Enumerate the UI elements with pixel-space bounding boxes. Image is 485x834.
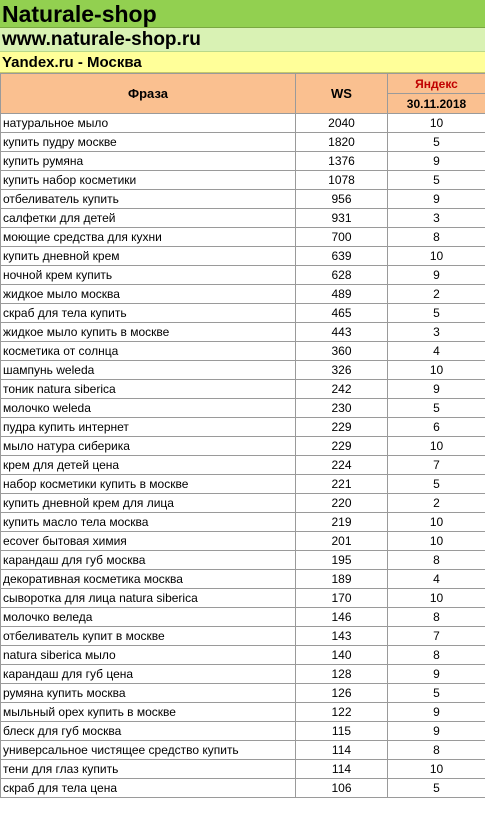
position-cell: 9 (388, 665, 485, 684)
position-cell: 5 (388, 779, 485, 798)
position-cell: 4 (388, 342, 485, 361)
table-row (1, 266, 485, 285)
phrase-cell: косметика от солнца (1, 342, 296, 361)
table-row (1, 494, 485, 513)
ws-cell: 140 (296, 646, 388, 665)
position-cell: 6 (388, 418, 485, 437)
phrase-cell: молочко weleda (1, 399, 296, 418)
ws-cell: 128 (296, 665, 388, 684)
table-row (1, 760, 485, 779)
position-cell: 5 (388, 304, 485, 323)
phrase-cell: натуральное мыло (1, 114, 296, 133)
ws-cell: 229 (296, 418, 388, 437)
table-row (1, 589, 485, 608)
phrase-cell: купить набор косметики (1, 171, 296, 190)
phrase-cell: молочко веледа (1, 608, 296, 627)
ws-cell: 229 (296, 437, 388, 456)
table-row (1, 684, 485, 703)
ws-cell: 230 (296, 399, 388, 418)
table-row (1, 114, 485, 133)
position-cell: 9 (388, 722, 485, 741)
phrase-cell: купить румяна (1, 152, 296, 171)
table-row (1, 285, 485, 304)
report-title: Naturale-shop (0, 0, 485, 28)
phrase-cell: скраб для тела купить (1, 304, 296, 323)
search-region: Yandex.ru - Москва (0, 52, 485, 73)
table-row (1, 437, 485, 456)
ws-cell: 126 (296, 684, 388, 703)
table-row (1, 779, 485, 798)
position-cell: 8 (388, 741, 485, 760)
position-cell: 8 (388, 228, 485, 247)
ws-cell: 143 (296, 627, 388, 646)
table-row (1, 171, 485, 190)
phrase-cell: универсальное чистящее средство купить (1, 741, 296, 760)
phrase-cell: мыло натура сиберика (1, 437, 296, 456)
phrase-cell: жидкое мыло москва (1, 285, 296, 304)
ws-cell: 931 (296, 209, 388, 228)
table-row (1, 627, 485, 646)
positions-table (0, 73, 485, 798)
table-row (1, 570, 485, 589)
position-cell: 10 (388, 589, 485, 608)
ws-cell: 628 (296, 266, 388, 285)
table-row (1, 722, 485, 741)
ws-cell: 489 (296, 285, 388, 304)
table-row (1, 551, 485, 570)
position-cell: 9 (388, 190, 485, 209)
phrase-cell: отбеливатель купит в москве (1, 627, 296, 646)
position-cell: 5 (388, 171, 485, 190)
ws-cell: 242 (296, 380, 388, 399)
ws-cell: 639 (296, 247, 388, 266)
ws-cell: 114 (296, 760, 388, 779)
position-cell: 8 (388, 646, 485, 665)
position-cell: 10 (388, 114, 485, 133)
phrase-cell: ночной крем купить (1, 266, 296, 285)
position-cell: 10 (388, 437, 485, 456)
position-cell: 2 (388, 285, 485, 304)
ws-cell: 201 (296, 532, 388, 551)
ws-cell: 106 (296, 779, 388, 798)
phrase-cell: купить пудру москве (1, 133, 296, 152)
position-cell: 3 (388, 323, 485, 342)
ws-cell: 700 (296, 228, 388, 247)
position-cell: 10 (388, 513, 485, 532)
table-body (1, 114, 485, 798)
ws-cell: 224 (296, 456, 388, 475)
ws-cell: 114 (296, 741, 388, 760)
column-header-engine: Яндекс (388, 74, 485, 94)
position-cell: 5 (388, 133, 485, 152)
site-url: www.naturale-shop.ru (0, 28, 485, 52)
ws-cell: 170 (296, 589, 388, 608)
table-row (1, 646, 485, 665)
phrase-cell: блеск для губ москва (1, 722, 296, 741)
table-row (1, 703, 485, 722)
phrase-cell: тени для глаз купить (1, 760, 296, 779)
ws-cell: 956 (296, 190, 388, 209)
position-cell: 10 (388, 361, 485, 380)
phrase-cell: шампунь weleda (1, 361, 296, 380)
phrase-cell: natura siberica мыло (1, 646, 296, 665)
table-row (1, 361, 485, 380)
phrase-cell: скраб для тела цена (1, 779, 296, 798)
position-cell: 5 (388, 684, 485, 703)
ws-cell: 122 (296, 703, 388, 722)
phrase-cell: мыльный орех купить в москве (1, 703, 296, 722)
phrase-cell: набор косметики купить в москве (1, 475, 296, 494)
position-cell: 9 (388, 266, 485, 285)
table-row (1, 209, 485, 228)
column-header-ws: WS (296, 74, 388, 114)
ws-cell: 189 (296, 570, 388, 589)
phrase-cell: купить дневной крем для лица (1, 494, 296, 513)
position-cell: 10 (388, 532, 485, 551)
phrase-cell: пудра купить интернет (1, 418, 296, 437)
table-row (1, 228, 485, 247)
table-row (1, 323, 485, 342)
position-cell: 10 (388, 247, 485, 266)
phrase-cell: сыворотка для лица natura siberica (1, 589, 296, 608)
ws-cell: 1376 (296, 152, 388, 171)
table-row (1, 665, 485, 684)
table-row (1, 475, 485, 494)
phrase-cell: отбеливатель купить (1, 190, 296, 209)
ws-cell: 1820 (296, 133, 388, 152)
table-row (1, 513, 485, 532)
phrase-cell: жидкое мыло купить в москве (1, 323, 296, 342)
position-cell: 9 (388, 703, 485, 722)
phrase-cell: румяна купить москва (1, 684, 296, 703)
position-cell: 2 (388, 494, 485, 513)
phrase-cell: карандаш для губ москва (1, 551, 296, 570)
position-cell: 3 (388, 209, 485, 228)
table-row (1, 133, 485, 152)
ws-cell: 220 (296, 494, 388, 513)
phrase-cell: крем для детей цена (1, 456, 296, 475)
position-cell: 5 (388, 399, 485, 418)
ws-cell: 360 (296, 342, 388, 361)
table-row (1, 152, 485, 171)
position-cell: 7 (388, 456, 485, 475)
phrase-cell: декоративная косметика москва (1, 570, 296, 589)
phrase-cell: салфетки для детей (1, 209, 296, 228)
ws-cell: 115 (296, 722, 388, 741)
table-row (1, 304, 485, 323)
table-row (1, 741, 485, 760)
ws-cell: 195 (296, 551, 388, 570)
position-cell: 8 (388, 608, 485, 627)
table-row (1, 418, 485, 437)
ws-cell: 326 (296, 361, 388, 380)
table-row (1, 247, 485, 266)
ws-cell: 146 (296, 608, 388, 627)
ws-cell: 221 (296, 475, 388, 494)
table-row (1, 532, 485, 551)
column-header-phrase: Фраза (1, 74, 296, 114)
table-row (1, 380, 485, 399)
position-cell: 9 (388, 380, 485, 399)
position-cell: 4 (388, 570, 485, 589)
position-cell: 5 (388, 475, 485, 494)
table-row (1, 456, 485, 475)
position-cell: 8 (388, 551, 485, 570)
position-cell: 9 (388, 152, 485, 171)
table-row (1, 399, 485, 418)
position-cell: 10 (388, 760, 485, 779)
position-cell: 7 (388, 627, 485, 646)
phrase-cell: моющие средства для кухни (1, 228, 296, 247)
table-row (1, 608, 485, 627)
phrase-cell: тоник natura siberica (1, 380, 296, 399)
phrase-cell: купить дневной крем (1, 247, 296, 266)
phrase-cell: купить масло тела москва (1, 513, 296, 532)
phrase-cell: карандаш для губ цена (1, 665, 296, 684)
ws-cell: 2040 (296, 114, 388, 133)
column-header-date: 30.11.2018 (388, 94, 485, 114)
ws-cell: 1078 (296, 171, 388, 190)
ws-cell: 465 (296, 304, 388, 323)
table-row (1, 190, 485, 209)
table-row (1, 342, 485, 361)
ws-cell: 443 (296, 323, 388, 342)
phrase-cell: ecover бытовая химия (1, 532, 296, 551)
ws-cell: 219 (296, 513, 388, 532)
